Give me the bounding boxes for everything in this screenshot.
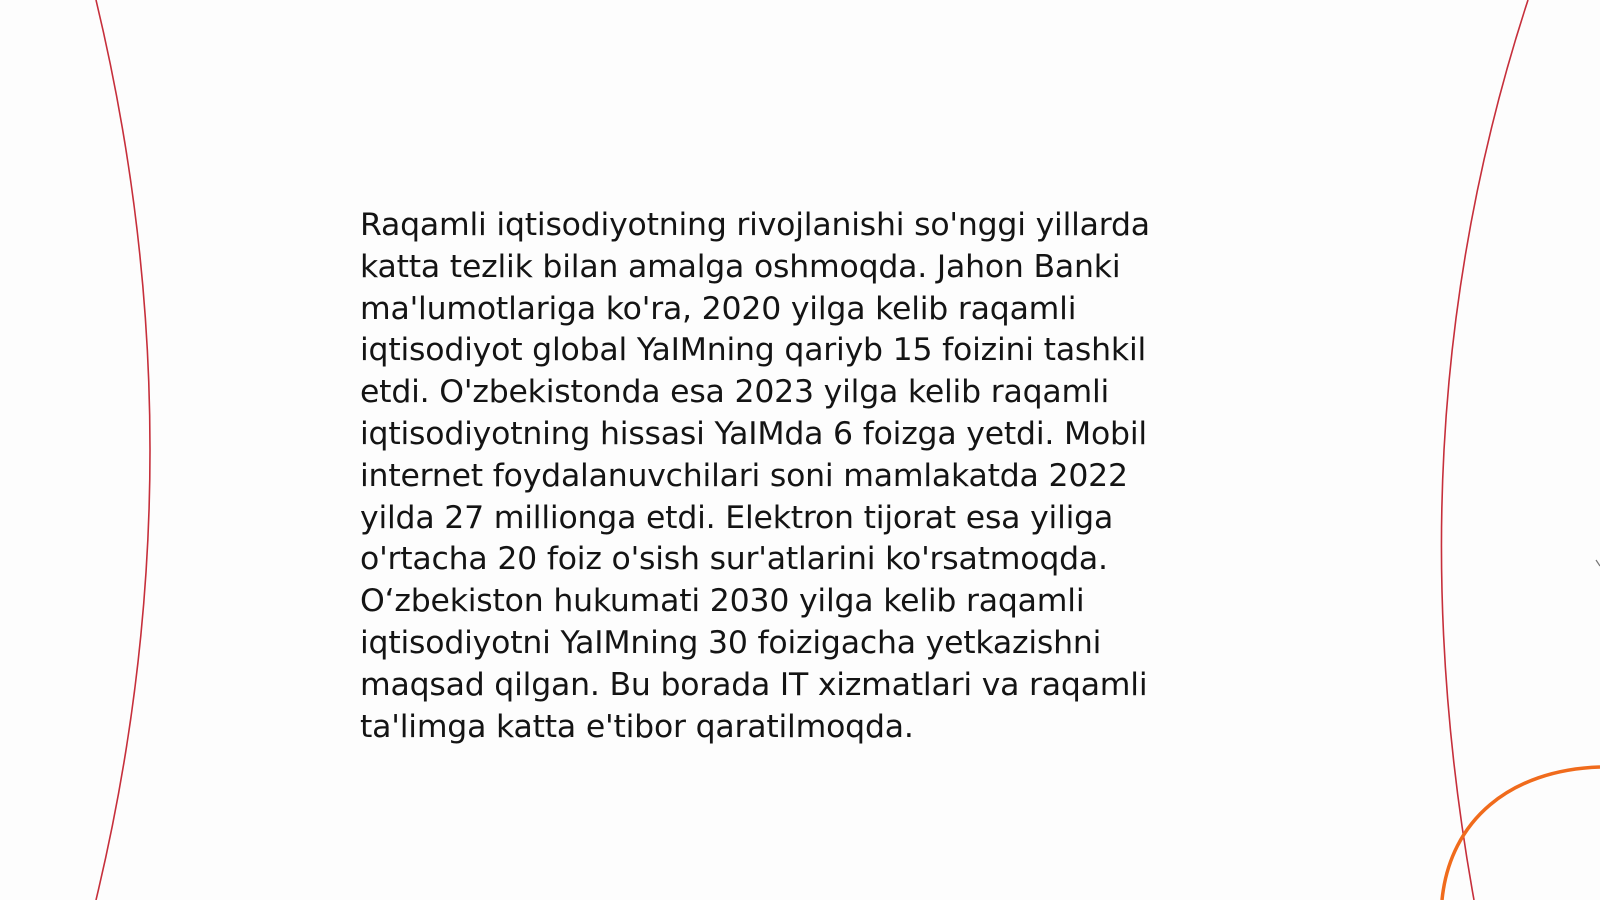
right-edge-tick xyxy=(1596,560,1600,566)
corner-circle-arc xyxy=(1442,767,1600,900)
left-arc-line xyxy=(96,0,150,900)
body-paragraph: Raqamli iqtisodiyotning rivojlanishi so'nggi yillarda katta tezlik bilan amalga oshmoqda. Jahon Banki ma'lumotlariga ko'ra, 2020 yilga kelib raqamli iqtisodiyot global YaIMning qariyb 15 foizini tashkil etdi. O'zbekistonda esa 2023 yilga kelib raqamli iqtisodiyotning hissasi YaIMda 6 foizga yetdi. Mobil internet foydalanuvchilari soni mamlakatda 2022 yilda 27 millionga etdi. Elektron tijorat esa yiliga o'rtacha 20 foiz o'sish sur'atlarini ko'rsatmoqda. O‘zbekiston hukumati 2030 yilga kelib raqamli iqtisodiyotni YaIMning 30 foizigacha yetkazishni maqsad qilgan. Bu borada IT xizmatlari va raqamli ta'limga katta e'tibor qaratilmoqda. xyxy=(360,207,1150,745)
right-arc-line xyxy=(1441,0,1528,900)
